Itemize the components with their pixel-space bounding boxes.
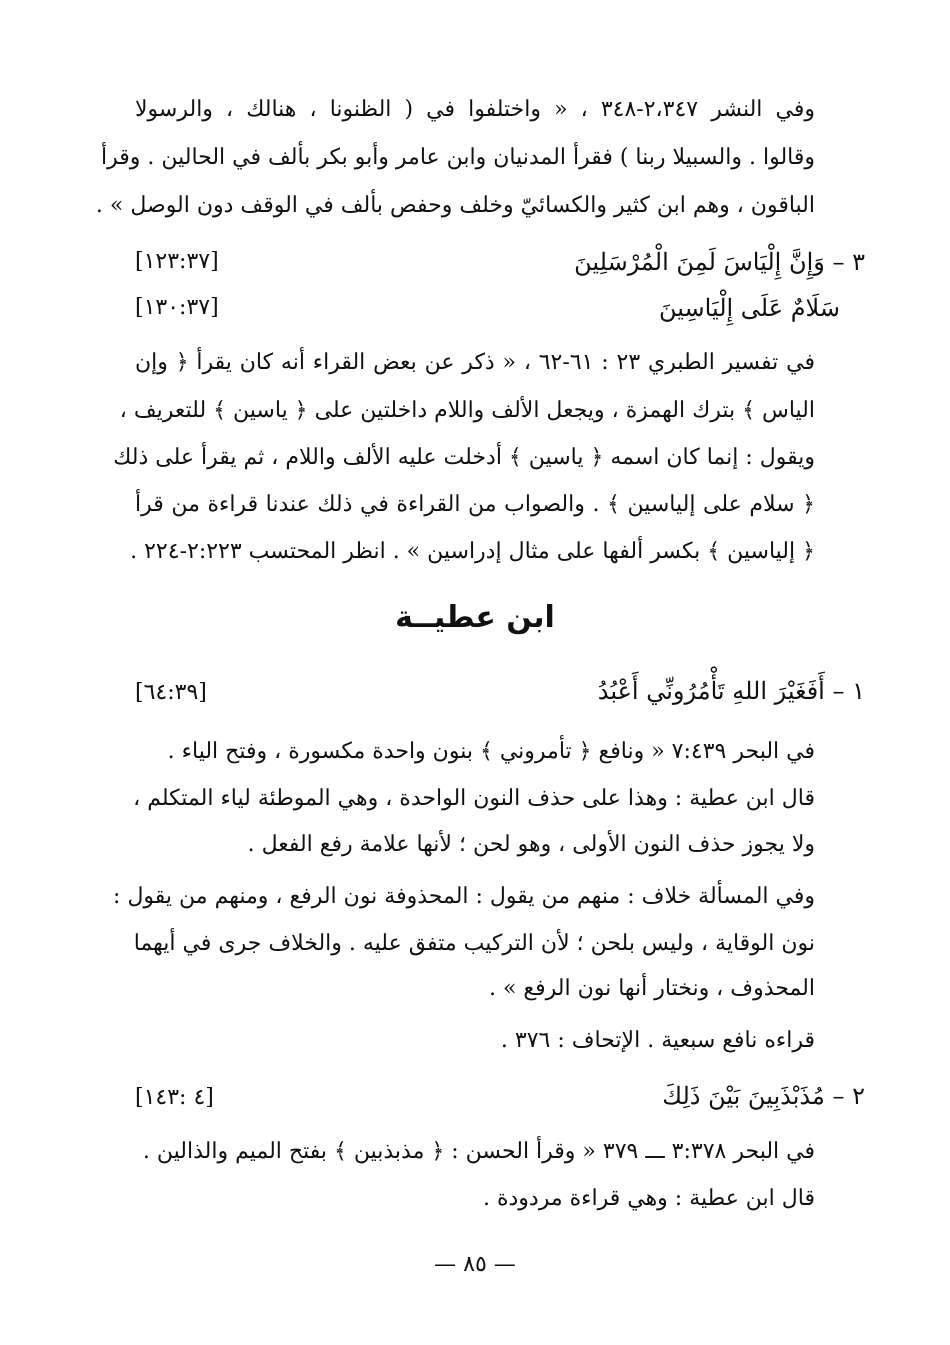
paragraph-line: في البحر ٧:٤٣٩ « ونافع ﴿ تأمروني ﴾ بنون واحدة مكسورة ، وفتح الياء . bbox=[167, 739, 815, 764]
footnote-line: قراءه نافع سبعية . الإتحاف : ٣٧٦ . bbox=[500, 1028, 815, 1053]
paragraph-line: ويقول : إنما كان اسمه ﴿ ياسين ﴾ أدخلت عليه الألف واللام ، ثم يقرأ على ذلك bbox=[113, 445, 815, 470]
paragraph-line: ﴿ إلياسين ﴾ بكسر ألفها على مثال إدراسين » . انظر المحتسب ٢:٢٢٣-٢٢٤ . bbox=[130, 539, 815, 564]
section-heading: ابن عطيــة bbox=[395, 600, 555, 635]
paragraph-line: وفي المسألة خلاف : منهم من يقول : المحذوفة نون الرفع ، ومنهم من يقول : bbox=[113, 884, 815, 909]
paragraph-line: المحذوف ، ونختار أنها نون الرفع » . bbox=[488, 976, 815, 1001]
paragraph-line: الياس ﴾ بترك الهمزة ، ويجعل الألف واللام داخلتين على ﴿ ياسين ﴾ للتعريف ، bbox=[119, 398, 815, 423]
verse-reference: [٦٤:٣٩] bbox=[135, 680, 207, 705]
paragraph-line: ولا يجوز حذف النون الأولى ، وهو لحن ؛ لأنها علامة رفع الفعل . bbox=[247, 832, 815, 857]
verse-text: ٣ – وَإِنَّ إِلْيَاسَ لَمِنَ الْمُرْسَلِينَ bbox=[574, 248, 865, 276]
verse-reference: [١٢٣:٣٧] bbox=[135, 249, 219, 274]
paragraph-line: في البحر ٣:٣٧٨ ـــ ٣٧٩ « وقرأ الحسن : ﴿ مذبذبين ﴾ بفتح الميم والذالين . bbox=[142, 1139, 815, 1164]
verse-text: ٢ – مُذَبْذَبِينَ بَيْنَ ذَلِكَ bbox=[662, 1082, 865, 1110]
paragraph-line: وفي النشر ٢،٣٤٧-٣٤٨ ، « واختلفوا في ( الظنونا ، هنالك ، والرسولا bbox=[135, 97, 815, 122]
paragraph-line: نون الوقاية ، وليس بلحن ؛ لأن التركيب متفق عليه . والخلاف جرى في أيهما bbox=[133, 931, 815, 956]
page-number: — ٨٥ — bbox=[434, 1252, 516, 1277]
paragraph-line: الباقون ، وهم ابن كثير والكسائيّ وخلف وحفص بألف في الوقف دون الوصل » . bbox=[95, 193, 815, 218]
verse-reference: [١٣٠:٣٧] bbox=[135, 295, 219, 320]
paragraph-line: قال ابن عطية : وهذا على حذف النون الواحدة ، وهي الموطئة لياء المتكلم ، bbox=[133, 786, 815, 811]
paragraph-line: وقالوا . والسبيلا ربنا ) فقرأ المدنيان وابن عامر وأبو بكر بألف في الحالين . وقرأ bbox=[100, 145, 815, 170]
verse-text: ١ – أَفَغَيْرَ اللهِ تَأْمُرُونِّي أَعْبُدُ bbox=[597, 677, 865, 705]
paragraph-line: في تفسير الطبري ٢٣ : ٦١-٦٢ ، « ذكر عن بعض القراء أنه كان يقرأ ﴿ وإن bbox=[135, 350, 815, 375]
paragraph-line: قال ابن عطية : وهي قراءة مردودة . bbox=[482, 1186, 815, 1211]
verse-text: سَلَامٌ عَلَى إِلْيَاسِينَ bbox=[659, 294, 840, 322]
paragraph-line: ﴿ سلام على إلياسين ﴾ . والصواب من القراءة في ذلك عندنا قراءة من قرأ bbox=[135, 492, 815, 517]
verse-reference: [٤ :١٤٣] bbox=[135, 1085, 214, 1110]
